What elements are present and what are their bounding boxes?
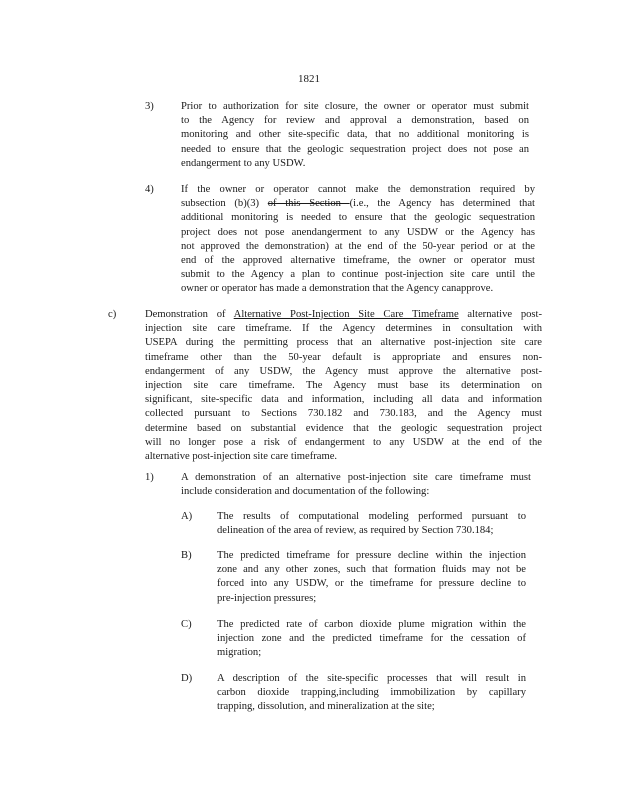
item-text	[217, 510, 526, 538]
text-segment: The predicted timeframe for pressure decline within the injection	[217, 550, 526, 561]
text-line	[181, 282, 535, 296]
text-line	[181, 183, 535, 197]
text-segment: injection site care timeframe. If the Agency determines in consultation with	[145, 323, 542, 335]
text-segment: trapping, dissolution, and mineralization at the site;	[217, 701, 435, 713]
text-line	[181, 157, 529, 171]
item-label: c)	[108, 309, 117, 320]
text-line	[217, 524, 526, 538]
text-segment: significant, site-specific data and information, including all data and information	[145, 394, 542, 406]
text-line	[145, 393, 542, 407]
text-line	[181, 128, 529, 142]
text-line	[145, 365, 542, 379]
text-segment: end of the approved alternative timeframe, the owner or operator must	[181, 255, 535, 267]
text-segment: alternative post-	[458, 309, 543, 320]
text-line	[181, 485, 531, 499]
page-number: 1821	[298, 73, 320, 85]
text-segment: zone and any other zones, such that formation fluids may not be	[217, 564, 526, 576]
item-label: C)	[181, 619, 192, 630]
text-line	[217, 577, 526, 591]
text-line	[181, 197, 535, 211]
item-text	[181, 100, 529, 171]
text-segment: Prior to authorization for site closure, the owner or operator must submit	[181, 101, 529, 112]
text-segment: collected pursuant to Sections 730.182 and 730.183, and the Agency must	[145, 408, 542, 420]
text-segment: A demonstration of an alternative post-injection site care timeframe must	[181, 472, 531, 483]
text-line	[217, 563, 526, 577]
item-label: 4)	[145, 184, 154, 195]
text-segment: submit to the Agency a plan to continue post-injection site care until the	[181, 269, 535, 281]
text-line	[145, 351, 542, 365]
text-segment: migration;	[217, 647, 262, 659]
text-segment: endangerment of any USDW, the Agency must approve the alternative post-	[145, 365, 542, 377]
item-label: 3)	[145, 101, 154, 112]
text-segment: pre-injection pressures;	[217, 592, 317, 604]
text-line	[145, 436, 542, 450]
item-text	[145, 308, 542, 464]
text-line	[145, 379, 542, 393]
text-segment: timeframe other than the 50-year default is appropriate and ensures non-	[145, 351, 542, 363]
text-segment: alternative post-injection site care timeframe.	[145, 451, 338, 463]
text-segment: additional monitoring is needed to ensure that the geologic sequestration	[181, 212, 535, 224]
text-segment: endangerment to any USDW.	[181, 157, 306, 169]
text-line	[181, 114, 529, 128]
text-line	[217, 686, 526, 700]
text-line	[181, 226, 535, 240]
item-label: B)	[181, 550, 192, 561]
text-line	[181, 211, 535, 225]
text-segment: The predicted rate of carbon dioxide plume migration within the	[217, 619, 526, 630]
item-text	[217, 672, 526, 715]
item-text	[181, 471, 531, 499]
text-segment: If the owner or operator cannot make the demonstration required by	[181, 184, 535, 195]
text-line	[145, 308, 542, 322]
text-segment: forced into any USDW, or the timeframe for pressure decline to	[217, 578, 526, 590]
text-segment: to the Agency for review and approval a demonstration, based on	[181, 115, 529, 127]
text-line	[181, 143, 529, 157]
text-line	[217, 672, 526, 686]
text-segment: delineation of the area of review, as required by Section 730.184;	[217, 525, 494, 537]
text-segment: injection site care timeframe. The Agency must base its determination on	[145, 380, 542, 392]
text-line	[181, 240, 535, 254]
text-line	[217, 632, 526, 646]
text-segment: subsection (b)(3)	[181, 198, 268, 210]
text-line	[181, 471, 531, 485]
text-line	[217, 549, 526, 563]
item-text	[217, 549, 526, 606]
text-segment: needed to ensure that the geologic sequestration project does not pose an	[181, 143, 529, 155]
text-segment: injection zone and the predicted timeframe for the cessation of	[217, 633, 526, 645]
text-line	[145, 407, 542, 421]
text-segment: carbon dioxide trapping,including immobilization by capillary	[217, 687, 526, 699]
text-line	[145, 322, 542, 336]
text-segment: determine based on substantial evidence that the geologic sequestration project	[145, 422, 542, 434]
text-line	[181, 100, 529, 114]
text-segment: will no longer pose a risk of endangerment to any USDW at the end of the	[145, 436, 542, 448]
text-line	[145, 336, 542, 350]
item-label: D)	[181, 673, 193, 684]
text-segment: A description of the site-specific processes that will result in	[217, 673, 526, 684]
text-line	[217, 646, 526, 660]
text-line	[217, 592, 526, 606]
text-line	[181, 254, 535, 268]
text-segment: The results of computational modeling performed pursuant to	[217, 511, 526, 522]
text-segment: Demonstration of	[145, 309, 234, 320]
item-text	[181, 183, 535, 297]
text-segment: project does not pose anendangerment to any USDW or the Agency has	[181, 226, 535, 238]
underlined-heading: Alternative Post-Injection Site Care Timeframe	[233, 309, 459, 320]
text-line	[217, 618, 526, 632]
item-label: 1)	[145, 472, 154, 483]
item-label: A)	[181, 511, 193, 522]
text-segment: not approved the demonstration) at the end of the 50-year period or at the	[181, 240, 535, 252]
text-line	[181, 268, 535, 282]
text-segment: monitoring and other site-specific data, that no additional monitoring is	[181, 129, 529, 141]
text-line	[217, 510, 526, 524]
text-line	[145, 422, 542, 436]
text-segment: USEPA during the permitting process that an alternative post-injection site care	[145, 337, 542, 349]
text-segment: (i.e., the Agency has determined that	[349, 198, 536, 210]
item-text	[217, 618, 526, 661]
text-segment: include consideration and documentation of the following:	[181, 486, 430, 498]
struck-text: of this Section	[267, 198, 350, 210]
text-segment: owner or operator has made a demonstration that the Agency canapprove.	[181, 283, 494, 295]
text-line	[145, 450, 542, 464]
text-line	[217, 700, 526, 714]
